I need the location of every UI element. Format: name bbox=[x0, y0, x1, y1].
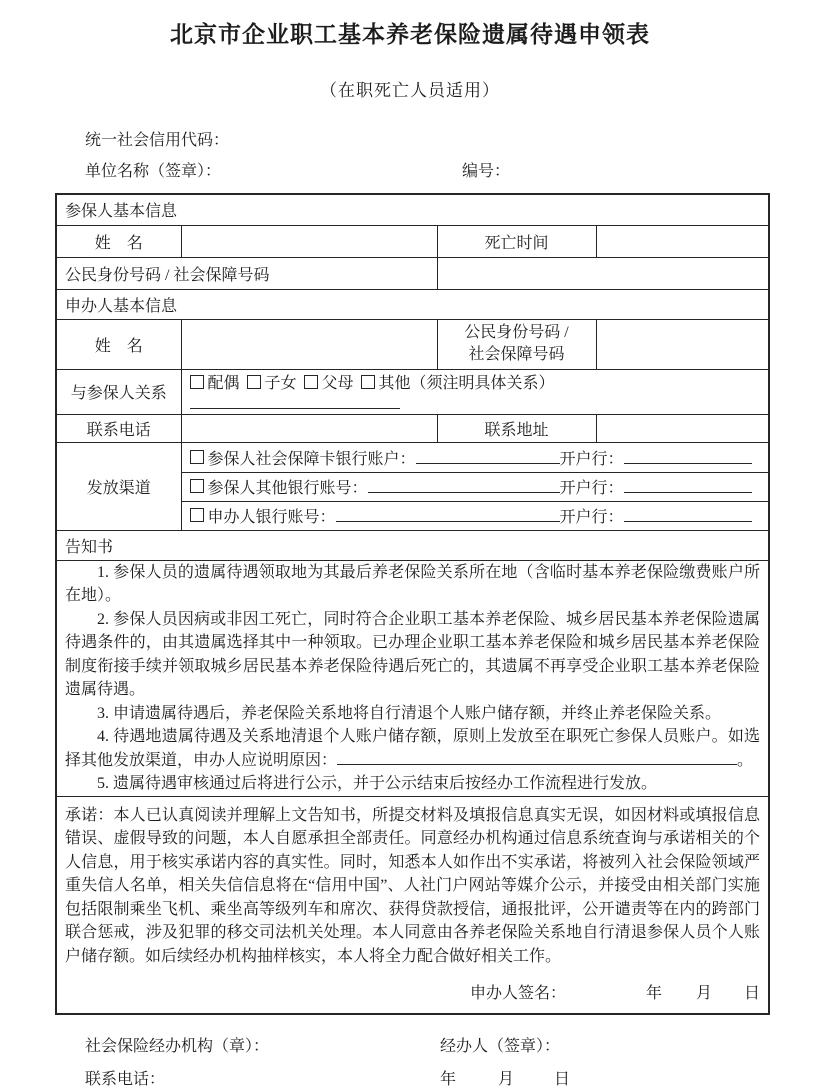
applicant-signature-row bbox=[65, 982, 760, 1006]
bank-branch-fill-line[interactable] bbox=[624, 506, 752, 522]
address-label: 联系地址 bbox=[437, 414, 596, 442]
checkbox-icon[interactable] bbox=[190, 479, 204, 493]
unit-name-label: 单位名称（签章）： bbox=[85, 163, 222, 180]
notice-item-4-period: 。 bbox=[737, 751, 754, 769]
commitment-cell bbox=[56, 796, 769, 1014]
phone-label: 联系电话 bbox=[56, 414, 181, 442]
notice-title: 告知书 bbox=[56, 530, 769, 560]
relation-option-label: 父母 bbox=[321, 374, 354, 392]
checkbox-icon[interactable] bbox=[190, 450, 204, 464]
payout-option-label: 参保人社会保障卡银行账户： bbox=[207, 450, 416, 468]
checkbox-icon[interactable] bbox=[190, 508, 204, 522]
payout-option-label: 参保人其他银行账号： bbox=[207, 480, 368, 497]
checkbox-icon[interactable] bbox=[247, 375, 261, 389]
notice-body-cell bbox=[56, 560, 769, 796]
bank-branch-fill-line[interactable] bbox=[624, 477, 752, 493]
insured-id-value-cell bbox=[437, 257, 769, 289]
relation-option-children[interactable] bbox=[247, 375, 297, 392]
bank-branch-fill-line[interactable] bbox=[624, 448, 752, 464]
page-title: 北京市企业职工基本养老保险遗属待遇申领表 bbox=[170, 22, 650, 47]
checkbox-icon[interactable] bbox=[361, 375, 375, 389]
payout-option-applicant-bank-cell bbox=[181, 501, 769, 530]
checkbox-icon[interactable] bbox=[190, 375, 204, 389]
relation-option-label: 其他（须注明具体关系） bbox=[378, 374, 555, 392]
applicant-id-label-line1: 公民身份号码 / bbox=[464, 324, 569, 341]
application-form-table bbox=[55, 193, 770, 1015]
relation-options-cell bbox=[181, 369, 769, 414]
payout-option-label: 申办人银行账号： bbox=[207, 509, 336, 526]
applicant-id-label-line2: 社会保障号码 bbox=[468, 346, 565, 363]
applicant-section-row bbox=[56, 289, 769, 319]
relation-other-fill-line[interactable] bbox=[190, 393, 400, 409]
insured-id-row bbox=[56, 257, 769, 289]
insured-name-row bbox=[56, 225, 769, 257]
operator-signature-label: 经办人（签章）： bbox=[440, 1038, 561, 1055]
notice-item-3: 3. 申请遗属待遇后，养老保险关系地将自行清退个人账户储存额，并终止养老保险关系。 bbox=[97, 704, 722, 722]
relation-option-label: 配偶 bbox=[207, 374, 240, 392]
death-time-value-cell bbox=[596, 225, 769, 257]
checkbox-icon[interactable] bbox=[304, 375, 318, 389]
reason-fill-line[interactable] bbox=[337, 749, 737, 765]
bank-branch-label: 开户行： bbox=[559, 480, 624, 497]
relation-option-parents[interactable] bbox=[304, 375, 354, 392]
signature-month-label: 月 bbox=[696, 985, 713, 1002]
insured-name-label: 姓 名 bbox=[56, 225, 181, 257]
applicant-id-value-cell bbox=[596, 319, 769, 369]
insured-section-row bbox=[56, 194, 769, 225]
notice-item-5: 5. 遗属待遇审核通过后将进行公示，并于公示结束后按经办工作流程进行发放。 bbox=[97, 775, 658, 792]
footer-phone-label: 联系电话： bbox=[85, 1071, 166, 1088]
footer-month-label: 月 bbox=[498, 1071, 515, 1088]
relation-label: 与参保人关系 bbox=[56, 369, 181, 414]
applicant-name-row bbox=[56, 319, 769, 369]
notice-title-row bbox=[56, 530, 769, 560]
bank-branch-label: 开户行： bbox=[559, 450, 624, 468]
account-fill-line[interactable] bbox=[416, 448, 560, 464]
bank-branch-label: 开户行： bbox=[559, 509, 624, 526]
notice-item-4 bbox=[65, 725, 760, 772]
footer-day-label: 日 bbox=[554, 1071, 571, 1088]
payout-option-social-card-cell bbox=[181, 442, 769, 472]
payout-option-other-bank-cell bbox=[181, 472, 769, 501]
serial-number-label: 编号： bbox=[462, 163, 511, 180]
relation-option-other[interactable] bbox=[361, 375, 555, 392]
relation-option-spouse[interactable] bbox=[190, 375, 240, 392]
insured-name-value-cell bbox=[181, 225, 437, 257]
notice-item-4-text: 4. 待遇地遗属待遇及关系地清退个人账户储存额，原则上发放至在职死亡参保人员账户。如选择其他发放渠道，申办人应说明原因： bbox=[65, 728, 761, 769]
notice-item-1: 1. 参保人员的遗属待遇领取地为其最后养老保险关系所在地（含临时基本养老保险缴费账户所在地）。 bbox=[65, 563, 761, 604]
applicant-name-label: 姓 名 bbox=[56, 319, 181, 369]
account-fill-line[interactable] bbox=[336, 506, 560, 522]
commitment-row bbox=[56, 796, 769, 1014]
page-subtitle: （在职死亡人员适用） bbox=[320, 81, 500, 100]
applicant-signature-label: 申办人签名： bbox=[470, 985, 567, 1002]
death-time-label: 死亡时间 bbox=[437, 225, 596, 257]
relation-row bbox=[56, 369, 769, 414]
insured-id-label: 公民身份号码 / 社会保障号码 bbox=[56, 257, 437, 289]
payout-channel-label: 发放渠道 bbox=[56, 442, 181, 530]
footer-year-label: 年 bbox=[440, 1071, 457, 1088]
signature-year-label: 年 bbox=[646, 985, 663, 1002]
agency-seal-label: 社会保险经办机构（章）： bbox=[85, 1038, 270, 1055]
applicant-id-label bbox=[437, 319, 596, 369]
relation-option-label: 子女 bbox=[264, 374, 297, 392]
commitment-text: 承诺：本人已认真阅读并理解上文告知书，所提交材料及填报信息真实无误，如因材料或填报信息错误、虚假导致的问题，本人自愿承担全部责任。同意经办机构通过信息系统查询与承诺相关的个人信息，用于核实承诺内容的真实性。同时，知悉本人如作出不实承诺，将被列入社会保险领域严重失信人名单，相关失信信息将在“信用中国”、人社门户网站等媒介公示，并接受由相关部门实施包括限制乘坐飞机、乘坐高等级列车和席次、获得贷款授信，通报批评，公开谴责等在内的跨部门联合惩戒，涉及犯罪的移交司法机关处理。本人同意由各养老保险关系地自行清退参保人员个人账户储存额。如后续经办机构抽样核实，本人将全力配合做好相关工作。 bbox=[65, 806, 761, 965]
notice-body-row bbox=[56, 560, 769, 796]
applicant-name-value-cell bbox=[181, 319, 437, 369]
credit-code-label: 统一社会信用代码： bbox=[85, 132, 230, 149]
footer-date-labels bbox=[440, 1066, 570, 1089]
payout-row-1 bbox=[56, 442, 769, 472]
phone-value-cell bbox=[181, 414, 437, 442]
applicant-section-title: 申办人基本信息 bbox=[56, 289, 769, 319]
address-value-cell bbox=[596, 414, 769, 442]
account-fill-line[interactable] bbox=[368, 477, 560, 493]
notice-item-2: 2. 参保人员因病或非因工死亡，同时符合企业职工基本养老保险、城乡居民基本养老保险遗属待遇条件的，由其遗属选择其中一种领取。已办理企业职工基本养老保险和城乡居民基本养老保险制度衔接手续并领取城乡居民基本养老保险待遇后死亡的，其遗属不再享受企业职工基本养老保险遗属待遇。 bbox=[65, 610, 761, 698]
insured-section-title: 参保人基本信息 bbox=[56, 194, 769, 225]
signature-day-label: 日 bbox=[744, 985, 761, 1002]
contact-row bbox=[56, 414, 769, 442]
